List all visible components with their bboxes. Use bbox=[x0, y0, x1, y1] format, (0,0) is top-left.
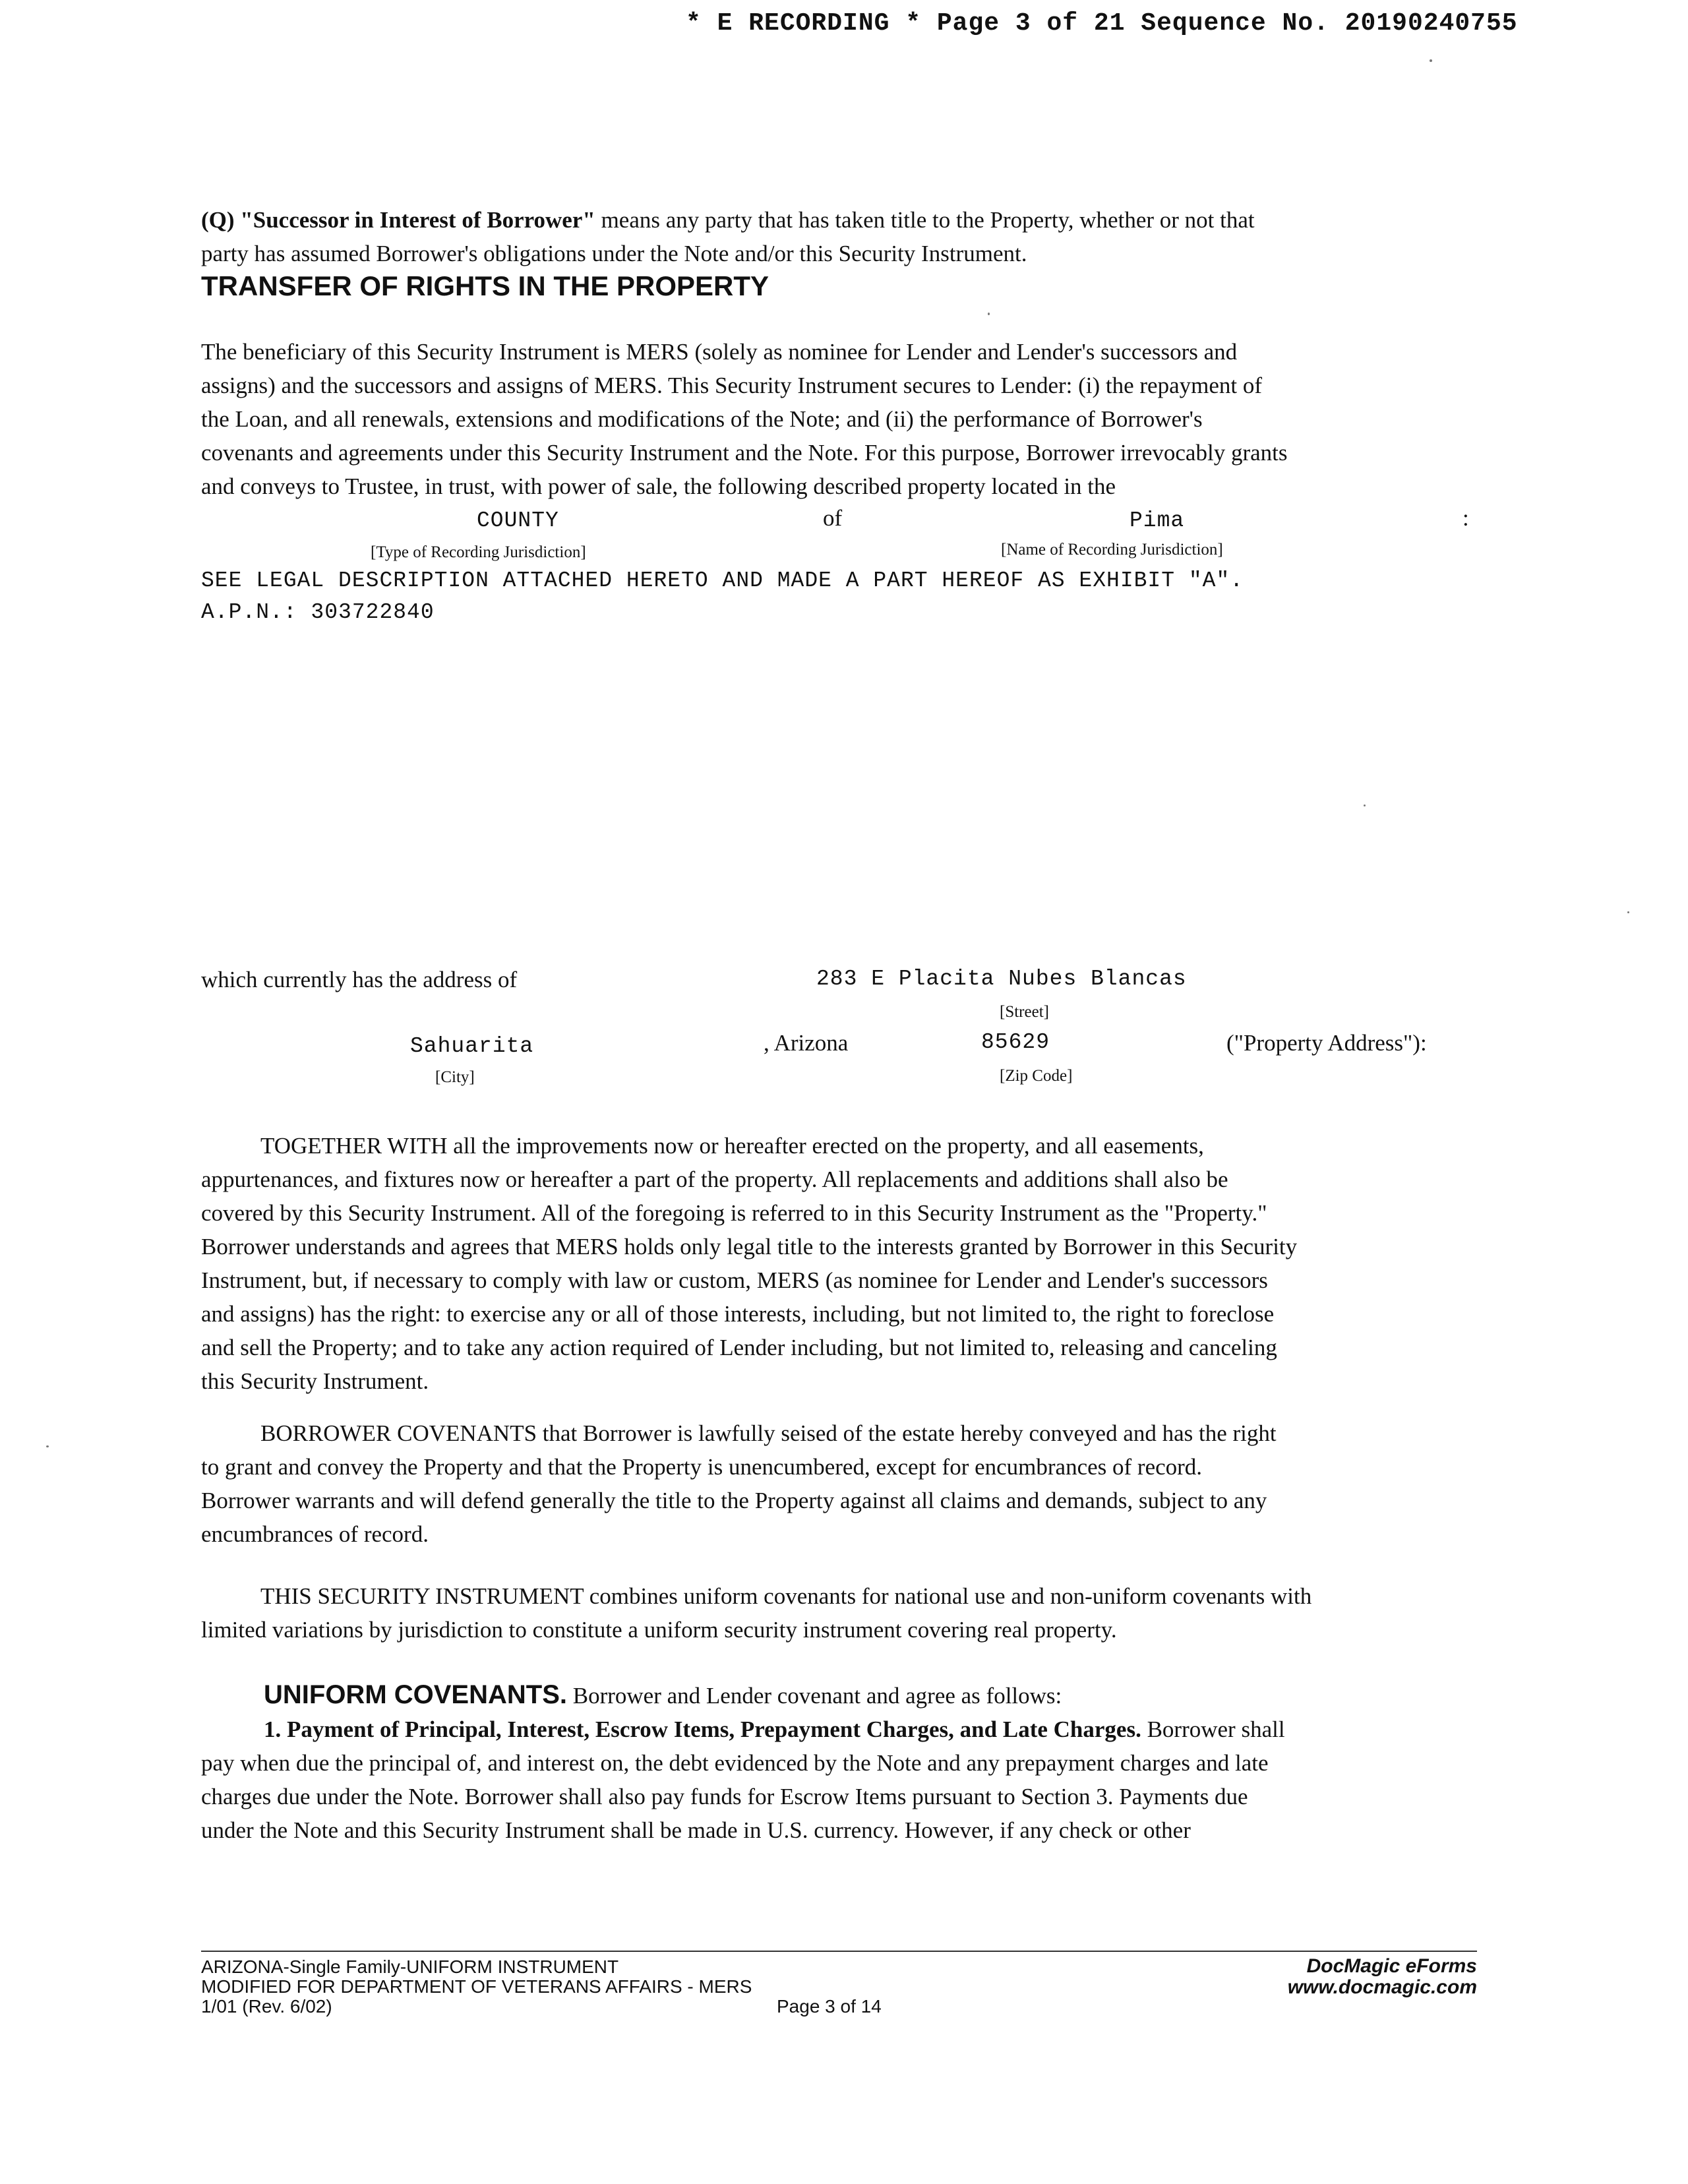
section-q-text-2: party has assumed Borrower's obligations under the Note and/or this Security Instrument. bbox=[201, 241, 1027, 266]
security-instrument-line: THIS SECURITY INSTRUMENT combines uniform covenants for national use and non-uniform covenants with bbox=[260, 1583, 1312, 1609]
section-q-text-1: means any party that has taken title to the Property, whether or not that bbox=[595, 207, 1255, 233]
together-with-line: and assigns) has the right: to exercise any or all of those interests, including, but not limited to, the right to foreclose bbox=[201, 1301, 1275, 1327]
borrower-covenants-line: encumbrances of record. bbox=[201, 1521, 429, 1547]
scan-speck bbox=[988, 313, 990, 315]
covenant-1-number: 1. bbox=[264, 1716, 282, 1742]
section-q-term: "Successor in Interest of Borrower" bbox=[240, 207, 595, 233]
transfer-heading: TRANSFER OF RIGHTS IN THE PROPERTY bbox=[201, 270, 769, 301]
footer-form-info bbox=[201, 1957, 752, 2017]
footer-rule bbox=[201, 1951, 1477, 1952]
jurisdiction-type-value: COUNTY bbox=[477, 508, 559, 533]
transfer-paragraph bbox=[201, 335, 1480, 503]
uniform-covenants-title: UNIFORM COVENANTS. bbox=[264, 1680, 567, 1709]
docmagic-logo: DocMagic eForms bbox=[1306, 1955, 1477, 1977]
footer-line-3: 1/01 (Rev. 6/02) bbox=[201, 1996, 332, 2017]
borrower-covenants-paragraph bbox=[201, 1416, 1480, 1551]
together-with-line: Instrument, but, if necessary to comply with law or custom, MERS (as nominee for Lender and Lender's successors bbox=[201, 1267, 1268, 1293]
scan-speck bbox=[1430, 59, 1432, 62]
transfer-line: The beneficiary of this Security Instrument is MERS (solely as nominee for Lender and Lender's successors and bbox=[201, 339, 1238, 365]
address-state: , Arizona bbox=[764, 1030, 849, 1056]
recording-header: * E RECORDING * Page 3 of 21 Sequence No. 20190240755 bbox=[686, 9, 1518, 38]
address-zip-caption: [Zip Code] bbox=[1000, 1067, 1073, 1085]
together-with-line: and sell the Property; and to take any action required of Lender including, but not limited to, releasing and canceling bbox=[201, 1335, 1277, 1360]
covenant-1-line: under the Note and this Security Instrument shall be made in U.S. currency. However, if any check or other bbox=[201, 1817, 1191, 1843]
together-with-paragraph bbox=[201, 1129, 1480, 1398]
scan-speck bbox=[1364, 804, 1366, 806]
together-with-line: covered by this Security Instrument. All of the foregoing is referred to in this Security Instrument as the "Property." bbox=[201, 1200, 1267, 1226]
uniform-covenants-title-rest: Borrower and Lender covenant and agree as follows: bbox=[567, 1683, 1062, 1709]
together-with-line: Borrower understands and agrees that MERS holds only legal title to the interests granted by Borrower in this Security bbox=[201, 1234, 1298, 1259]
section-q-label: (Q) bbox=[201, 207, 235, 233]
jurisdiction-name-caption: [Name of Recording Jurisdiction] bbox=[1001, 541, 1223, 559]
covenant-1-line: charges due under the Note. Borrower shall also pay funds for Escrow Items pursuant to Section 3. Payments due bbox=[201, 1784, 1248, 1809]
security-instrument-line: limited variations by jurisdiction to constitute a uniform security instrument covering real property. bbox=[201, 1617, 1117, 1643]
address-street: 283 E Placita Nubes Blancas bbox=[816, 967, 1187, 991]
footer-brand bbox=[1288, 1956, 1477, 1998]
legal-description-apn: A.P.N.: 303722840 bbox=[201, 600, 435, 624]
uniform-covenants-paragraph bbox=[201, 1678, 1480, 1847]
address-city-caption: [City] bbox=[435, 1068, 475, 1086]
together-with-line: TOGETHER WITH all the improvements now or hereafter erected on the property, and all easements, bbox=[260, 1133, 1204, 1159]
address-street-caption: [Street] bbox=[1000, 1003, 1049, 1021]
scan-speck bbox=[1627, 911, 1629, 913]
property-address-label: ("Property Address"): bbox=[1226, 1030, 1427, 1056]
borrower-covenants-line: to grant and convey the Property and that the Property is unencumbered, except for encumbrances of record. bbox=[201, 1454, 1203, 1480]
address-city: Sahuarita bbox=[410, 1034, 534, 1058]
legal-description-line-1: SEE LEGAL DESCRIPTION ATTACHED HERETO AND MADE A PART HEREOF AS EXHIBIT "A". bbox=[201, 568, 1244, 593]
docmagic-website: www.docmagic.com bbox=[1287, 1976, 1477, 1998]
together-with-line: this Security Instrument. bbox=[201, 1368, 429, 1394]
transfer-line: assigns) and the successors and assigns of MERS. This Security Instrument secures to Lender: (i) the repayment of bbox=[201, 373, 1263, 398]
together-with-line: appurtenances, and fixtures now or hereafter a part of the property. All replacements and additions shall also be bbox=[201, 1167, 1228, 1192]
section-q bbox=[201, 203, 1480, 270]
covenant-1-line: pay when due the principal of, and interest on, the debt evidenced by the Note and any prepayment charges and late bbox=[201, 1750, 1269, 1776]
scan-speck bbox=[46, 1445, 49, 1447]
borrower-covenants-line: Borrower warrants and will defend generally the title to the Property against all claims and demands, subject to any bbox=[201, 1488, 1267, 1513]
covenant-1-heading-rest: Borrower shall bbox=[1141, 1716, 1285, 1742]
transfer-line: covenants and agreements under this Security Instrument and the Note. For this purpose, Borrower irrevocably grants bbox=[201, 440, 1288, 466]
jurisdiction-colon: : bbox=[1462, 505, 1469, 531]
address-intro: which currently has the address of bbox=[201, 967, 518, 992]
address-zip: 85629 bbox=[981, 1030, 1050, 1054]
jurisdiction-type-caption: [Type of Recording Jurisdiction] bbox=[371, 543, 586, 561]
transfer-line: the Loan, and all renewals, extensions and modifications of the Note; and (ii) the performance of Borrower's bbox=[201, 406, 1203, 432]
security-instrument-paragraph bbox=[201, 1579, 1480, 1647]
transfer-line: and conveys to Trustee, in trust, with power of sale, the following described property located in the bbox=[201, 473, 1116, 499]
borrower-covenants-line: BORROWER COVENANTS that Borrower is lawfully seised of the estate hereby conveyed and has the right bbox=[260, 1420, 1277, 1446]
jurisdiction-of-word: of bbox=[823, 505, 843, 531]
covenant-1-heading: Payment of Principal, Interest, Escrow Items, Prepayment Charges, and Late Charges. bbox=[287, 1716, 1141, 1742]
footer-line-2: MODIFIED FOR DEPARTMENT OF VETERANS AFFAIRS - MERS bbox=[201, 1976, 752, 1997]
footer-line-1: ARIZONA-Single Family-UNIFORM INSTRUMENT bbox=[201, 1957, 619, 1977]
jurisdiction-name-value: Pima bbox=[1130, 508, 1185, 533]
footer-page-number: Page 3 of 14 bbox=[777, 1996, 882, 2017]
